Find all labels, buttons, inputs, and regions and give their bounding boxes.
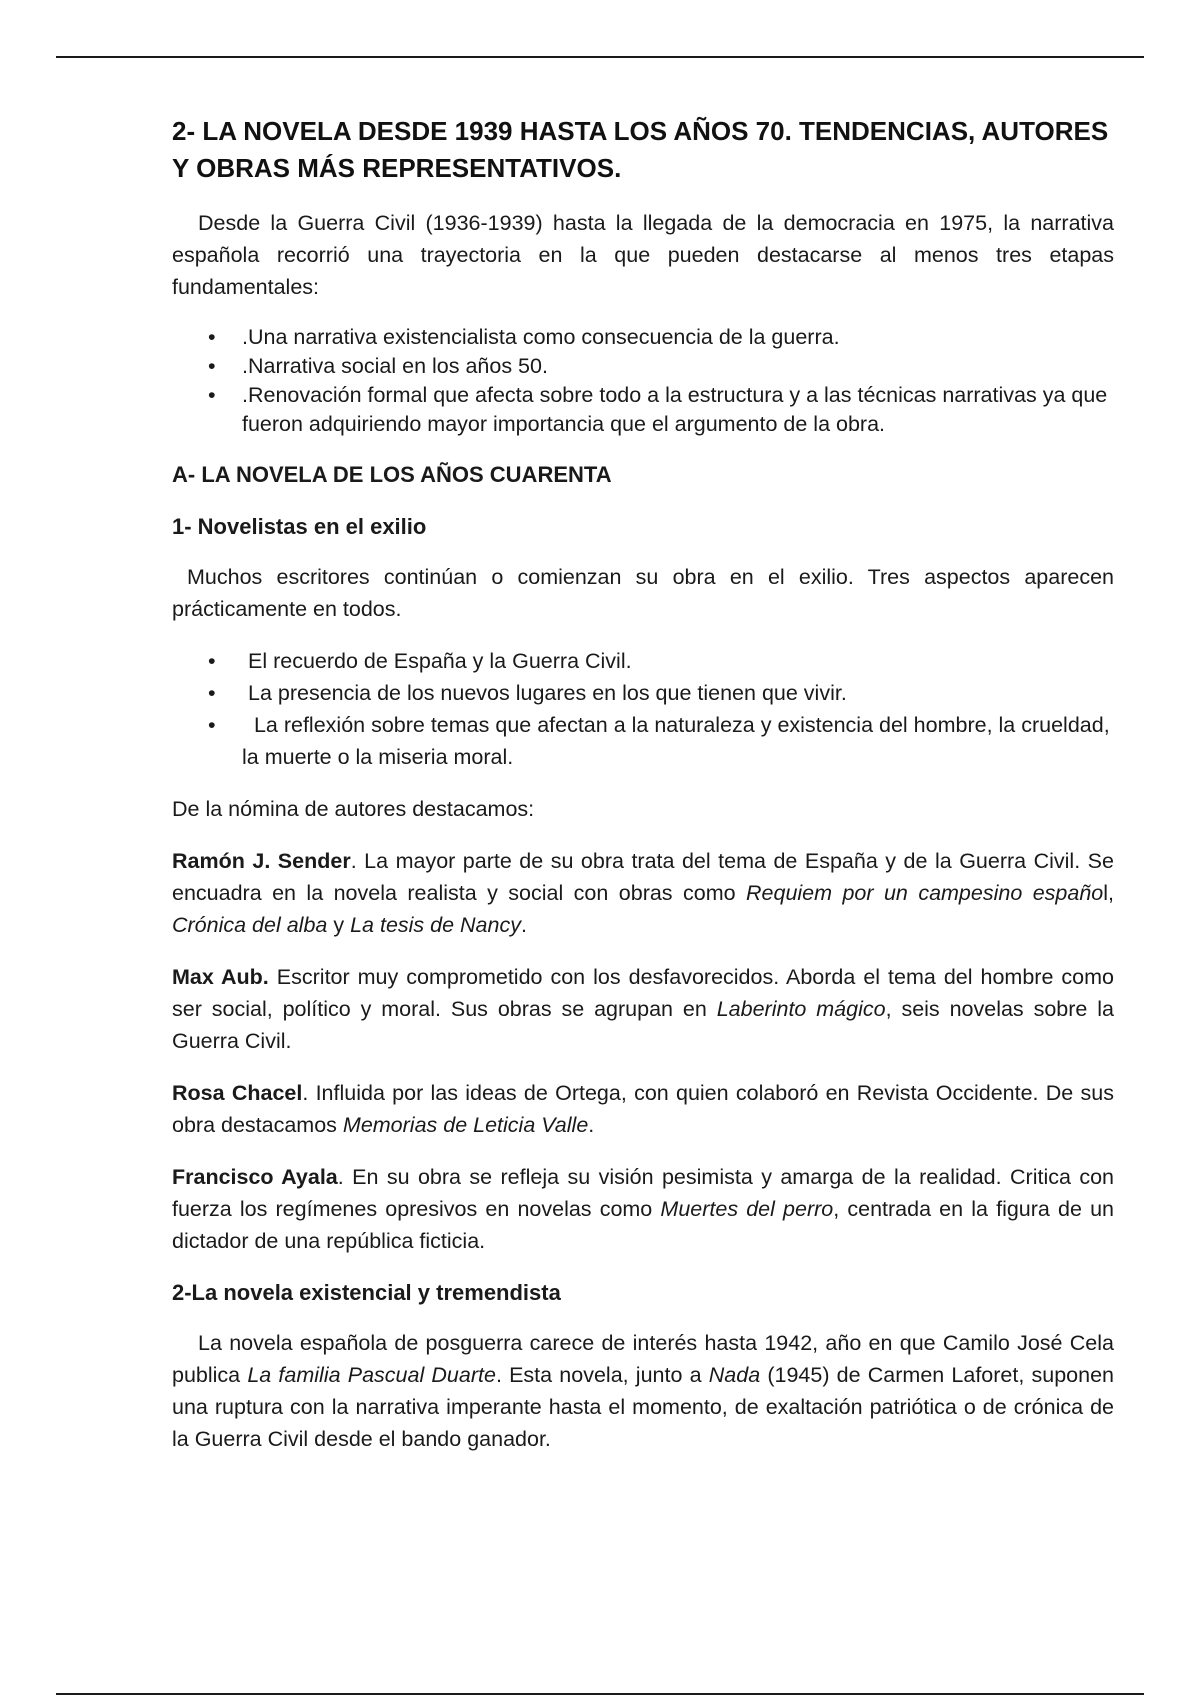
author-name: Max Aub. [172,965,269,989]
list-item-text: La presencia de los nuevos lugares en los que tienen que vivir. [242,681,847,705]
paragraph-text: . La mayor parte de su obra trata del tema de España y de la Guerra Civil. Se encuadra en la novela realista y social con obras como [172,849,1114,905]
paragraph-text: Escritor muy comprometido con los desfavorecidos. Aborda el tema del hombre como ser social, político y moral. Sus obras se agrupan en [172,965,1114,1021]
work-title: Nada [708,1363,761,1387]
list-item [172,645,1114,677]
work-title: Laberinto mágico [716,997,886,1021]
work-title: Requiem por un campesino españo [746,881,1104,905]
top-rule [56,56,1144,58]
author-paragraph-ayala [172,1161,1114,1257]
paragraph-text: (1945) de Carmen Laforet, suponen una ruptura con la narrativa imperante hasta el momento, de exaltación patriótica o de crónica de la Guerra Civil desde el bando ganador. [172,1363,1114,1451]
list-item [172,323,1114,352]
stages-list [172,323,1114,439]
document-body [172,113,1114,1475]
author-paragraph-aub [172,961,1114,1057]
bottom-rule [56,1693,1144,1695]
bullet-icon: • [208,354,216,378]
paragraph-text: . En su obra se refleja su visión pesimista y amarga de la realidad. Critica con fuerza los regímenes opresivos en novelas como [172,1165,1114,1221]
bullet-icon: • [208,681,216,705]
list-item [172,709,1114,773]
paragraph-text: . [588,1113,595,1137]
exile-intro-paragraph: Muchos escritores continúan o comienzan su obra en el exilio. Tres aspectos aparecen prácticamente en todos. [172,565,1114,621]
author-name: Ramón J. Sender [172,849,351,873]
paragraph-text: l, [1103,881,1115,905]
bullet-icon: • [208,649,216,673]
paragraph-text: La novela española de posguerra carece de interés hasta 1942, año en que Camilo José Cela publica [172,1331,1114,1387]
list-item-text: La reflexión sobre temas que afectan a la naturaleza y existencia del hombre, la crueldad, la muerte o la miseria moral. [242,713,1116,769]
author-paragraph-sender [172,845,1114,941]
work-title: La familia Pascual Duarte [247,1363,496,1387]
paragraph-text: . [520,913,527,937]
subsection-heading: 1- Novelistas en el exilio [172,514,427,539]
bullet-icon: • [208,383,216,407]
author-paragraph-chacel [172,1077,1114,1141]
subsection-heading: 2-La novela existencial y tremendista [172,1280,561,1305]
section-heading: A- LA NOVELA DE LOS AÑOS CUARENTA [172,462,612,487]
paragraph-text: , seis novelas sobre la Guerra Civil. [172,997,1114,1053]
paragraph-text: . Influida por las ideas de Ortega, con quien colaboró en Revista Occidente. De sus obra destacamos [172,1081,1114,1137]
list-item-text: .Narrativa social en los años 50. [242,354,548,378]
work-title: La tesis de Nancy [350,913,521,937]
author-name: Rosa Chacel [172,1081,303,1105]
authors-intro: De la nómina de autores destacamos: [172,797,535,821]
work-title: Muertes del perro [660,1197,834,1221]
bullet-icon: • [208,713,216,737]
paragraph-text: . Esta novela, junto a [495,1363,709,1387]
author-name: Francisco Ayala [172,1165,338,1189]
list-item-text: El recuerdo de España y la Guerra Civil. [242,649,632,673]
aspects-list [172,645,1114,773]
paragraph-text: y [327,913,351,937]
list-item [172,381,1114,439]
list-item-text: .Renovación formal que afecta sobre todo a la estructura y a las técnicas narrativas ya que fueron adquiriendo mayor importancia que el argumento de la obra. [242,383,1108,436]
document-title: 2- LA NOVELA DESDE 1939 HASTA LOS AÑOS 70. TENDENCIAS, AUTORES Y OBRAS MÁS REPRESENTATIVOS. [172,116,1109,183]
intro-paragraph: Desde la Guerra Civil (1936-1939) hasta la llegada de la democracia en 1975, la narrativa española recorrió una trayectoria en la que pueden destacarse al menos tres etapas fundamentales: [172,211,1114,299]
work-title: Crónica del alba [172,913,328,937]
list-item-text: .Una narrativa existencialista como consecuencia de la guerra. [242,325,840,349]
paragraph-text: , centrada en la figura de un dictador de una república ficticia. [172,1197,1114,1253]
existential-paragraph [172,1327,1114,1455]
work-title: Memorias de Leticia Valle [342,1113,589,1137]
bullet-icon: • [208,325,216,349]
list-item [172,352,1114,381]
list-item [172,677,1114,709]
